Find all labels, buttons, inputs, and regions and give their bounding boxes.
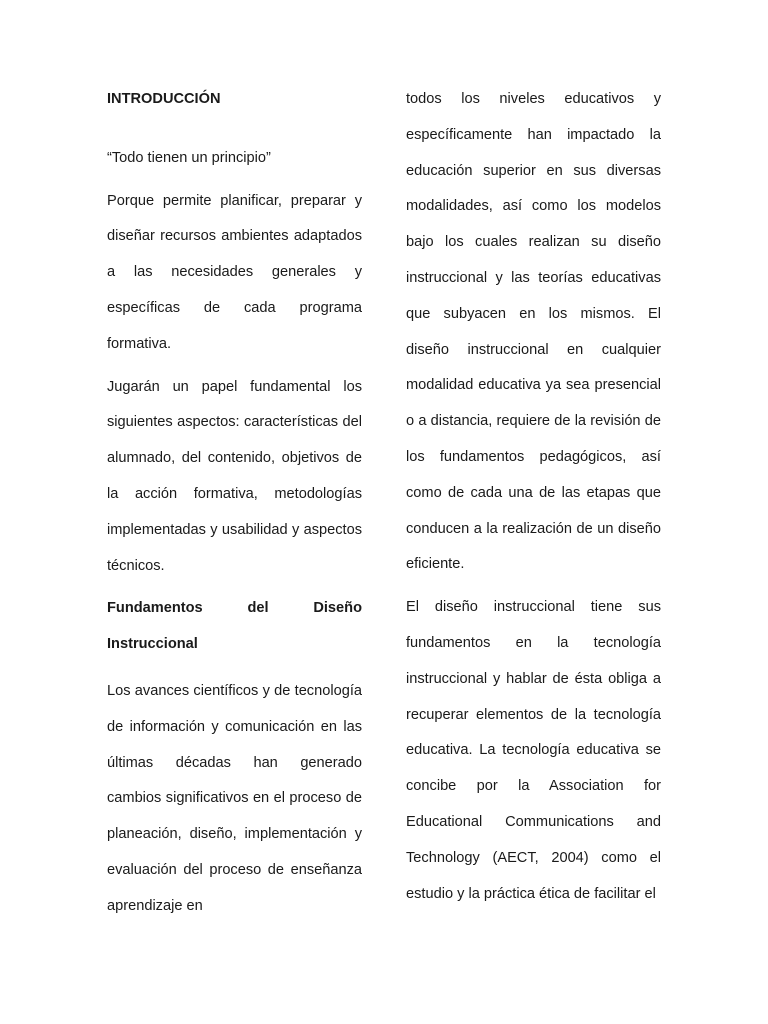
right-paragraph-1: todos los niveles educativos y específicamente han impactado la educación superior en sus diversas modalidades, así como los modelos bajo los cuales realizan su diseño instruccional y las teorías educativas que subyacen en los mismos. El diseño instruccional en cualquier modalidad educativa ya sea presencial o a distancia, requiere de la revisión de los fundamentos pedagógicos, así como de cada una de las etapas que conducen a la realización de un diseño eficiente. bbox=[406, 91, 661, 573]
intro-paragraph-2: Jugarán un papel fundamental los siguientes aspectos: características del alumnado, del contenido, objetivos de la acción formativa, metodologías implementadas y usabilidad y aspectos técnicos. bbox=[107, 378, 362, 574]
fundamentos-paragraph: Los avances científicos y de tecnología de información y comunicación en las últimas décadas han generado cambios significativos en el proceso de planeación, diseño, implementación y evaluación del proceso de enseñanza aprendizaje en bbox=[107, 682, 362, 914]
intro-quote: “Todo tienen un principio” bbox=[107, 149, 271, 166]
intro-heading: INTRODUCCIÓN bbox=[107, 91, 221, 107]
right-paragraph-2: El diseño instruccional tiene sus fundamentos en la tecnología instruccional y hablar de ésta obliga a recuperar elementos de la tecnología educativa. La tecnología educativa se concibe por la Association for Educational Communications and Technology (AECT, 2004) como el estudio y la práctica ética de facilitar el bbox=[406, 599, 661, 902]
intro-paragraph-1: Porque permite planificar, preparar y diseñar recursos ambientes adaptados a las necesidades generales y específicas de cada programa formativa. bbox=[107, 192, 362, 352]
left-column bbox=[107, 82, 362, 925]
section-heading-fundamentos: Fundamentos del Diseño Instruccional bbox=[107, 600, 362, 653]
right-column bbox=[406, 82, 661, 912]
